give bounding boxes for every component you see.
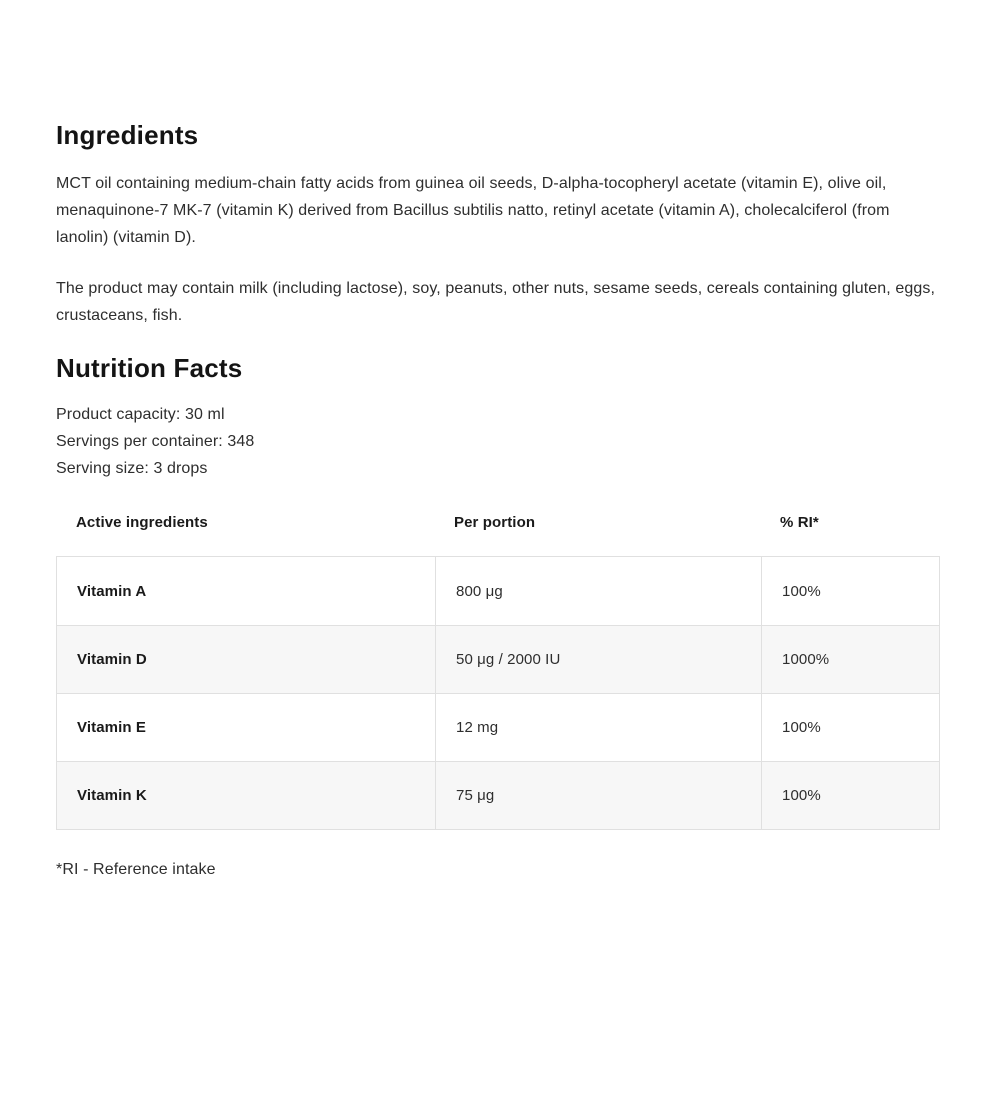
ri-percent-cell: 1000% — [761, 626, 940, 693]
header-active-ingredients: Active ingredients — [76, 514, 208, 531]
table-row-vitamin-k — [57, 761, 939, 829]
product-capacity-line: Product capacity: 30 ml — [56, 406, 225, 423]
per-portion-cell: 12 mg — [435, 694, 761, 761]
nutrition-facts-heading: Nutrition Facts — [56, 353, 243, 383]
per-portion-cell: 800 μg — [435, 557, 761, 625]
vitamin-name-cell: Vitamin A — [77, 582, 147, 600]
ri-percent-cell: 100% — [761, 762, 940, 829]
vitamin-name-cell: Vitamin E — [77, 719, 146, 736]
vitamin-name-cell: Vitamin K — [77, 787, 147, 804]
serving-info — [56, 401, 940, 482]
nutrition-table — [56, 508, 940, 830]
table-row-vitamin-d — [57, 625, 939, 693]
header-percent-ri: % RI* — [780, 514, 819, 531]
ingredients-paragraph: MCT oil containing medium-chain fatty acids from guinea oil seeds, D-alpha-tocopheryl acetate (vitamin E), olive oil, menaquinone-7 MK-7 (vitamin K) derived from Bacillus subtilis natto, retinyl acetate (vitamin A), cholecalciferol (from lanolin) (vitamin D). — [56, 175, 890, 246]
servings-per-container-line: Servings per container: 348 — [56, 433, 255, 450]
ri-percent-cell: 100% — [761, 694, 940, 761]
ingredients-heading: Ingredients — [56, 120, 199, 150]
table-row-vitamin-a — [57, 557, 939, 625]
per-portion-cell: 75 μg — [435, 762, 761, 829]
header-per-portion: Per portion — [454, 514, 536, 531]
allergens-paragraph: The product may contain milk (including lactose), soy, peanuts, other nuts, sesame seeds, cereals containing gluten, eggs, crustaceans, fish. — [56, 280, 936, 324]
reference-intake-footnote: *RI - Reference intake — [56, 861, 216, 878]
product-details-section — [0, 118, 1000, 1118]
nutrition-table-header-row — [56, 508, 940, 556]
vitamin-name-cell: Vitamin D — [77, 651, 147, 668]
table-row-vitamin-e — [57, 693, 939, 761]
ri-percent-cell: 100% — [761, 557, 940, 625]
per-portion-cell: 50 μg / 2000 IU — [435, 626, 761, 693]
serving-size-line: Serving size: 3 drops — [56, 460, 208, 477]
nutrition-table-body — [56, 556, 940, 830]
